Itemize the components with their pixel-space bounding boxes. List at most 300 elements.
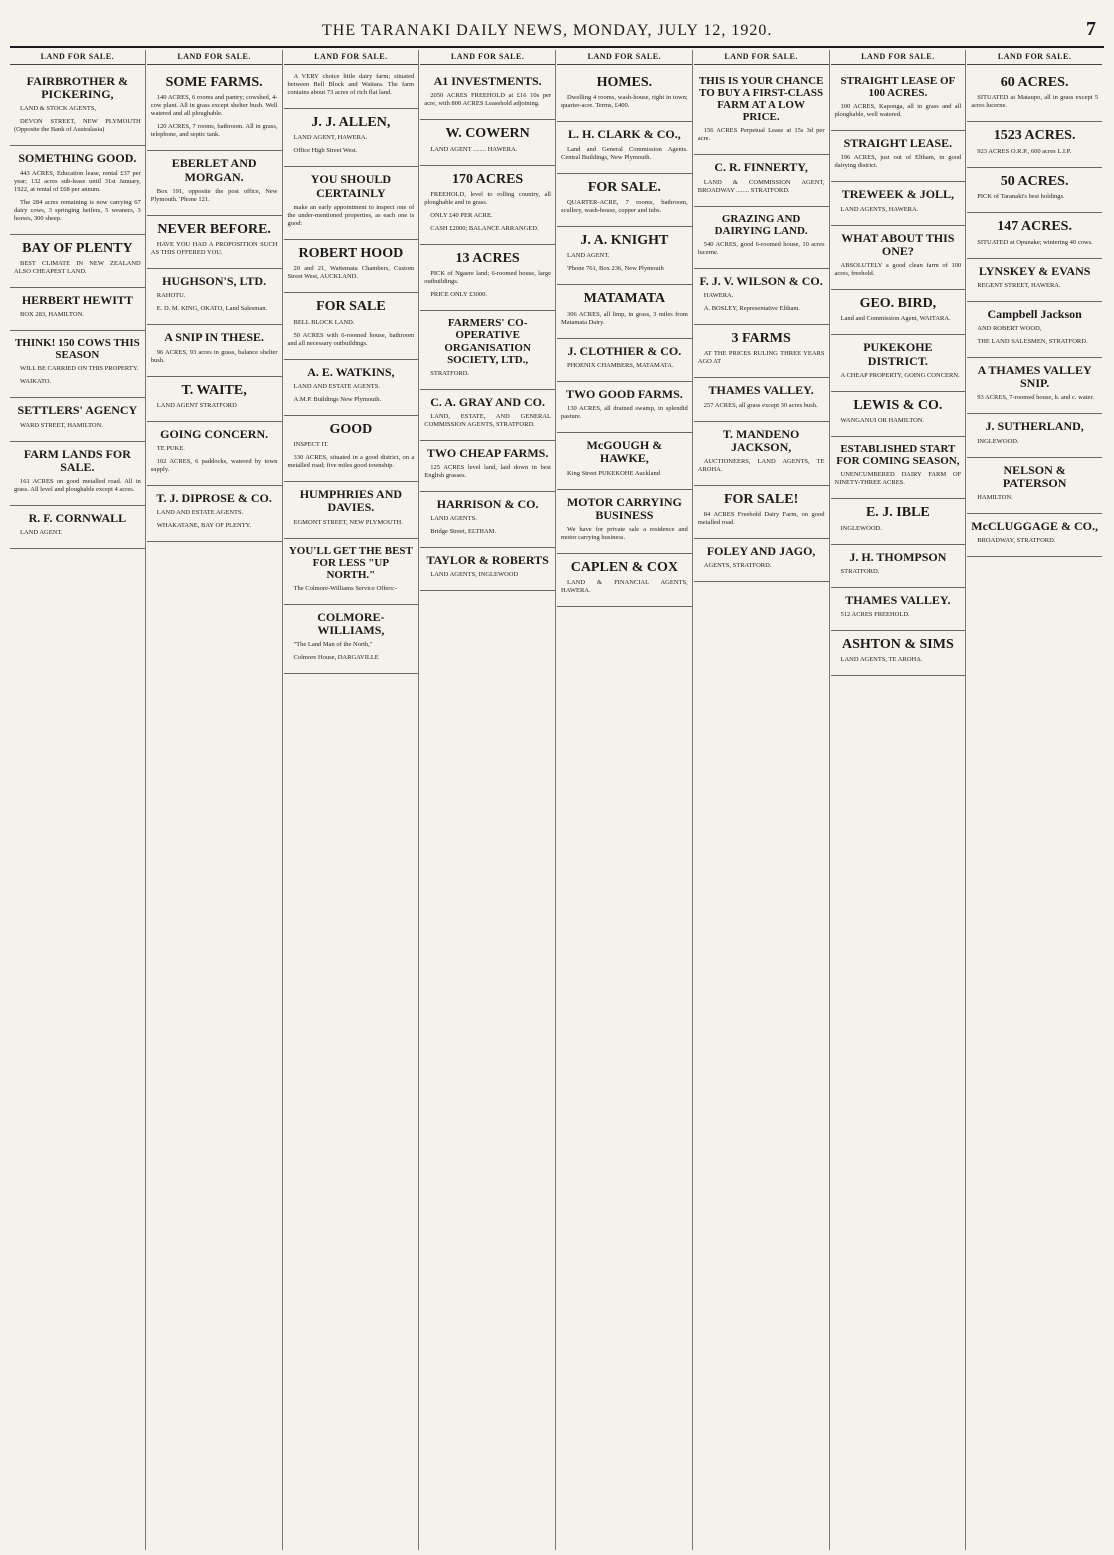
classified-ad [420,120,555,165]
classified-ad [284,416,419,482]
classified-ad [284,539,419,605]
ad-title: 50 ACRES. [1000,173,1069,189]
ad-paragraph: A CHEAP PROPERTY, GOING CONCERN. [840,371,960,379]
newspaper-column [10,50,146,1550]
ad-title: TWO GOOD FARMS. [565,386,683,401]
ad-title: J. CLOTHIER & CO. [567,343,682,358]
ad-body [14,260,141,276]
ad-body [835,568,962,576]
classified-ad [147,486,282,542]
ad-body [835,656,962,664]
ad-body [151,241,278,257]
ad-body [971,325,1098,346]
ad-paragraph: 330 ACRES, situated in a good district, on a metalled road; five miles good township. [287,454,415,470]
ad-body [151,292,278,313]
classified-ad [557,285,692,338]
classified-ad [967,122,1102,167]
classified-ad [967,414,1102,457]
ad-title: SETTLERS' AGENCY [17,403,138,418]
ad-paragraph: A. BOSLEY, Representative Eltham. [703,304,801,312]
ad-paragraph: 512 ACRES FREEHOLD. [840,611,910,619]
ad-body [835,525,962,533]
ad-title: R. F. CORNWALL [28,510,127,525]
masthead [10,18,1104,48]
ad-body [151,188,278,204]
classified-ad [694,155,829,206]
ad-paragraph: LAND & COMMISSION AGENT, BROADWAY ........ STRATFORD. [697,178,825,194]
ad-paragraph: 120 ACRES, 7 rooms, bathroom. All in grass, telephone, and septic tank. [150,123,278,139]
classified-ad [10,69,145,146]
ad-title: McGOUGH & HAWKE, [586,438,663,466]
ad-paragraph: LAND AGENTS, INGLEWOOD [430,571,519,579]
ad-paragraph: FREEHOLD, level to rolling country, all ploughable and in grass. [424,190,551,206]
newspaper-title: THE TARANAKI DAILY NEWS, MONDAY, JULY 12, 1920. [322,22,773,39]
ad-paragraph: 196 ACRES, just out of Eltham, in good dairying district. [834,154,962,170]
ad-title: EBERLET AND MORGAN. [171,156,257,184]
classified-ad [420,390,555,441]
ad-title: LEWIS & CO. [853,397,943,413]
ad-body [14,529,141,537]
classified-ad [557,382,692,433]
ad-paragraph: STRATFORD. [840,567,880,575]
ad-title: Campbell Jackson [987,306,1082,321]
ad-paragraph: EGMONT STREET, NEW PLYMOUTH. [293,518,403,526]
ad-body [698,179,825,195]
ad-paragraph: BEST CLIMATE IN NEW ZEALAND ALSO CHEAPEST LAND. [14,259,141,275]
ad-paragraph: BOX 283, HAMILTON. [20,311,84,319]
classified-ad [831,69,966,131]
ad-title: T. MANDENO JACKSON, [722,426,800,454]
classified-ad [831,392,966,437]
ad-body [424,270,551,299]
classified-ad [420,548,555,591]
ad-body [151,445,278,474]
ad-paragraph: WANGANUI OR HAMILTON. [840,417,925,425]
ad-body [835,103,962,119]
classified-ad [147,69,282,151]
ad-body [288,641,415,662]
classified-ad [284,109,419,167]
ad-title: TAYLOR & ROBERTS [426,553,549,568]
ad-paragraph: Colmore House, DARGAVILLE [293,654,379,662]
ad-title: FOR SALE! [723,491,799,507]
classified-ad [420,69,555,120]
ad-paragraph: CASH £2000; BALANCE ARRANGED. [430,224,539,232]
ad-body [561,311,688,327]
ad-title: COLMORE-WILLIAMS, [317,609,385,637]
ad-paragraph: Bridge Street, ELTHAM. [430,528,497,536]
ad-body [561,362,688,370]
column-heading: LAND FOR SALE. [694,50,829,65]
ad-paragraph: LAND AGENT STRATFORD [156,401,237,409]
classified-ad [147,216,282,269]
ad-paragraph: The Colmore-Williams Service Offers:- [293,584,397,592]
ad-paragraph: WHAKATANE, BAY OF PLENTY. [156,522,252,530]
ad-paragraph: 100 ACRES, Kaponga, all in grass and all ploughable, well watered. [834,103,962,119]
ad-paragraph: THE LAND SALESMEN, STRATFORD. [977,337,1088,345]
ad-title: FAIRBROTHER & PICKERING, [26,74,129,102]
ad-title: GRAZING AND DAIRYING LAND. [714,212,808,237]
ad-paragraph: LAND & FINANCIAL AGENTS, HAWERA. [561,579,688,595]
ad-title: FARMERS' CO-OPERATIVE ORGANISATION SOCIETY, LTD., [444,317,531,366]
ad-title: THAMES VALLEY. [845,592,951,607]
ad-body [835,372,962,380]
column-heading: LAND FOR SALE. [147,50,282,65]
ad-title: J. A. KNIGHT [580,232,669,248]
classified-ad [831,226,966,290]
ad-paragraph: AT THE PRICES RULING THREE YEARS AGO AT [697,350,825,366]
ad-paragraph: 923 ACRES O.R.P., 600 acres L.I.P. [977,147,1072,155]
ad-paragraph: AND ROBERT WOOD, [977,324,1042,332]
ad-title: CAPLEN & COX [570,559,679,575]
ad-body [288,441,415,470]
ad-body [971,394,1098,402]
ad-paragraph: E. D. M. KING, OKATO, Land Salesman. [156,305,268,313]
ad-body [288,383,415,404]
ad-title: GOOD [329,421,373,437]
ad-paragraph: QUARTER-ACRE, 7 rooms, bathroom, scullery, wash-house, copper and tubs. [561,198,688,214]
classified-ad [967,458,1102,514]
ad-title: A1 INVESTMENTS. [433,74,542,88]
classified-ad [420,311,555,389]
ad-title: HARRISON & CO. [436,497,539,512]
ad-body [424,370,551,378]
ad-body [971,537,1098,545]
newspaper-column [694,50,830,1550]
ad-body [835,417,962,425]
ad-body [561,199,688,215]
ad-paragraph: 20 and 21, Waitemata Chambers, Custom Street West, AUCKLAND. [287,265,415,281]
ad-title: TWO CHEAP FARMS. [426,445,549,460]
ad-body [971,438,1098,446]
ad-title: C. R. FINNERTY, [714,160,808,175]
ad-title: McCLUGGAGE & CO., [971,518,1098,533]
ad-body [698,562,825,570]
ad-title: FOR SALE [316,299,386,315]
ad-body [424,464,551,480]
ad-paragraph: AUCTIONEERS, LAND AGENTS, TE AROHA. [697,457,825,473]
ad-title: FOR SALE. [587,179,661,195]
ad-title: SOMETHING GOOD. [18,151,137,166]
ad-paragraph: DEVON STREET, NEW PLYMOUTH (Opposite the Bank of Australasia) [14,118,141,134]
ad-title: STRAIGHT LEASE. [843,136,953,151]
ad-paragraph: A.M.P. Buildings New Plymouth. [293,395,382,403]
ad-body [698,458,825,474]
ad-body [151,94,278,139]
ad-title: J. SUTHERLAND, [985,419,1084,434]
ad-body [698,127,825,143]
ad-paragraph: LAND AGENTS, TE AROHA. [840,656,923,664]
ad-paragraph: 257 ACRES, all grass except 30 acres bush. [703,401,818,409]
ad-paragraph: LAND AGENTS, HAWERA. [840,205,919,213]
ad-paragraph: 306 ACRES, all limp, in grass, 3 miles from Matamata Dairy. [561,310,688,326]
classified-ad [967,358,1102,414]
ad-paragraph: STRATFORD. [430,369,470,377]
ad-body [835,262,962,278]
ad-paragraph: LAND AGENT. [567,252,610,260]
ad-paragraph: LAND AGENT. [20,529,63,537]
ad-paragraph: 102 ACRES, 6 paddocks, watered by town supply. [150,458,278,474]
ad-body [698,350,825,366]
ad-body [14,170,141,223]
ad-title: 147 ACRES. [997,219,1072,235]
classified-ad [284,482,419,538]
ad-body [835,611,962,619]
ad-paragraph: 84 ACRES Freehold Dairy Farm, on good metalled road. [697,511,825,527]
column-heading: LAND FOR SALE. [831,50,966,65]
ad-paragraph: LAND AGENT, HAWERA. [293,134,368,142]
ad-title: NEVER BEFORE. [157,221,271,237]
column-heading: LAND FOR SALE. [420,50,555,65]
ad-body [561,252,688,273]
ad-title: 170 ACRES [452,171,524,187]
ad-body [561,526,688,542]
ad-title: 1523 ACRES. [993,128,1076,144]
ad-title: TREWEEK & JOLL, [841,187,955,202]
ad-body [14,105,141,134]
ad-title: 13 ACRES [455,250,520,266]
ad-body [835,315,962,323]
ad-body [971,148,1098,156]
ad-paragraph: 540 ACRES, good 6-roomed house, 10 acres lucerne. [697,240,825,256]
ad-paragraph: PHOENIX CHAMBERS, MATAMATA. [567,361,674,369]
ad-title: FARM LANDS FOR SALE. [23,446,131,474]
ad-body [151,349,278,365]
classified-ad [831,545,966,588]
ad-paragraph: WILL BE CARRIED ON THIS PROPERTY. [20,365,139,373]
ad-paragraph: Box 191, opposite the post office, New Plymouth. 'Phone 121. [150,187,278,203]
ad-title: STRAIGHT LEASE OF 100 ACRES. [840,75,956,100]
classified-ad [147,325,282,376]
ad-body [288,204,415,228]
ad-body [288,265,415,281]
ad-body [698,292,825,313]
ad-title: THAMES VALLEY. [708,383,814,398]
ad-title: THINK! 150 COWS THIS SEASON [14,337,140,362]
classified-ad [284,69,419,109]
ad-body [835,206,962,214]
ad-title: J. H. THOMPSON [849,549,947,564]
ad-title: E. J. IBLE [865,505,930,521]
ad-title: T. WAITE, [181,382,247,398]
ad-paragraph: INSPECT IT. [293,441,329,449]
ad-paragraph: LAND AGENTS. [430,515,477,523]
ad-title: THIS IS YOUR CHANCE TO BUY A FIRST-CLASS FARM AT A LOW PRICE. [698,75,824,124]
ad-paragraph: Land and General Commission Agents. Central Buildings, New Plymouth. [561,145,688,161]
classified-ad [831,631,966,676]
ad-title: C. A. GRAY AND CO. [430,394,546,409]
ad-paragraph: Dwelling 4 rooms, wash-house, right in town; quarter-acre. Terms, £400. [561,94,688,110]
classified-ad [694,486,829,539]
ad-title: ASHTON & SIMS [841,637,954,653]
ad-paragraph: LAND & STOCK AGENTS, [20,105,97,113]
classified-ad [694,539,829,582]
ad-body [288,134,415,155]
ad-body [698,241,825,257]
ad-title: A SNIP IN THESE. [164,330,265,345]
classified-ad [831,499,966,544]
ad-title: FOLEY AND JAGO, [706,544,816,559]
ad-paragraph: PICK of Taranaki's best holdings. [977,193,1065,201]
column-heading: LAND FOR SALE. [10,50,145,65]
ad-body [698,402,825,410]
ad-title: T. J. DIPROSE & CO. [156,491,272,506]
classified-ad [831,437,966,499]
ad-paragraph: LAND AND ESTATE AGENTS. [156,509,244,517]
ad-body [424,92,551,108]
classified-ad [147,422,282,486]
ad-body [561,405,688,421]
ad-title: MATAMATA [583,291,666,307]
ad-paragraph: King Street PUKEKOHE Auckland [567,469,660,477]
classified-ad [284,240,419,293]
classified-ad [694,207,829,269]
ad-body [424,515,551,536]
classified-ad [147,151,282,215]
ad-title: NELSON & PATERSON [1002,462,1067,490]
classified-ad [10,506,145,549]
classified-ad [967,69,1102,122]
ad-body [561,579,688,595]
classified-ad [694,69,829,155]
ad-title: MOTOR CARRYING BUSINESS [566,494,682,522]
ad-paragraph: 50 ACRES with 6-roomed house, bathroom and all necessary outbuildings. [287,331,415,347]
classified-ad [557,227,692,285]
ad-paragraph: WARD STREET, HAMILTON. [20,421,103,429]
classified-ad [557,69,692,122]
ad-paragraph: 93 ACRES, 7-roomed house, h. and c. water. [977,394,1094,402]
ad-title: HUMPHRIES AND DAVIES. [299,487,403,515]
ad-title: ROBERT HOOD [298,245,404,261]
ad-title: YOU SHOULD CERTAINLY [310,172,392,200]
classified-ad [831,335,966,391]
newspaper-column [557,50,693,1550]
ad-body [14,422,141,430]
ad-paragraph: INGLEWOOD. [840,524,882,532]
ad-title: HERBERT HEWITT [21,292,133,307]
ad-title: ESTABLISHED START FOR COMING SEASON, [836,443,960,468]
ad-body [698,511,825,527]
ad-paragraph: ONLY £40 PER ACRE. [430,211,493,219]
ad-body [151,402,278,410]
classified-ad [10,235,145,288]
ad-body [971,494,1098,502]
classified-ad [284,167,419,239]
ad-title: GOING CONCERN. [160,426,269,441]
ad-title: GEO. BIRD, [859,295,937,311]
ad-paragraph: We have for private sale a residence and motor carrying business. [561,525,688,541]
ad-paragraph: make an early appointment to inspect one of the under-mentioned properties, as each one is good: [287,203,415,227]
ad-title: A THAMES VALLEY SNIP. [977,362,1092,391]
ad-title: J. J. ALLEN, [311,115,391,130]
ad-paragraph: RAHOTU. [156,292,186,300]
newspaper-column [967,50,1102,1550]
ad-paragraph: SITUATED at Mataupo, all in grass except 5 acres lucerne. [971,94,1098,110]
newspaper-column [831,50,967,1550]
classified-ad [694,325,829,378]
ad-paragraph: INGLEWOOD. [977,437,1019,445]
classified-ad [284,605,419,674]
classified-ad [694,378,829,421]
ad-body [288,585,415,593]
ad-paragraph: REGENT STREET, HAWERA. [977,281,1061,289]
newspaper-column [284,50,420,1550]
ad-paragraph: UNENCUMBERED DAIRY FARM OF NINETY-THREE ACRES. [834,471,962,487]
newspaper-column [147,50,283,1550]
ad-title: LYNSKEY & EVANS [978,263,1091,278]
ad-paragraph: WAIKATO. [20,378,52,386]
ad-title: A. E. WATKINS, [307,364,395,379]
ad-paragraph: Office High Street West. [293,147,358,155]
newspaper-column [420,50,556,1550]
classified-ad [557,490,692,554]
ad-body [14,478,141,494]
classified-ad [831,131,966,182]
ad-paragraph: 140 ACRES, 6 rooms and pantry; cowshed, 4-cow plant. All in grass except shelter bush. Well watered and all ploughable. [150,94,278,118]
classified-ad [284,293,419,359]
classified-ad [557,554,692,607]
column-heading: LAND FOR SALE. [284,50,419,65]
ad-title: BAY OF PLENTY [22,240,133,256]
ad-paragraph: The 284 acres remaining is now carrying 67 dairy cows, 3 springing heifers, 5 weaners, 3 horses, 300 sheep. [14,198,141,222]
classified-ad [557,339,692,382]
ad-body [424,146,551,154]
ad-paragraph: LAND AGENT ........ HAWERA. [430,145,518,153]
ad-paragraph: HAVE YOU HAD A PROPOSITION SUCH AS THIS OFFERED YOU. [150,241,278,257]
ad-paragraph: TE PUKE. [156,445,185,453]
classified-ad [831,290,966,335]
classified-ad [10,442,145,506]
ad-title: WHAT ABOUT THIS ONE? [841,230,955,258]
ad-body [971,193,1098,201]
ad-body [14,311,141,319]
column-heading: LAND FOR SALE. [967,50,1102,65]
ad-paragraph: ABSOLUTELY a good clean farm of 100 acres, freehold. [834,261,962,277]
ad-title: HUGHSON'S, LTD. [162,274,267,289]
ad-body [288,73,415,97]
classified-ad [10,288,145,331]
ad-paragraph: 'Phone 761, Box 236, New Plymouth [567,265,664,273]
ad-paragraph: SITUATED at Opunake; wintering 40 cows. [977,238,1093,246]
ad-paragraph: HAWERA. [703,291,734,299]
classified-ad [967,213,1102,258]
ad-title: HOMES. [596,75,653,90]
classified-ad [694,422,829,486]
ad-paragraph: LAND AND ESTATE AGENTS. [293,382,381,390]
ad-paragraph: AGENTS, STRATFORD. [703,562,772,570]
ad-title: PUKEKOHE DISTRICT. [863,340,933,368]
ad-paragraph: A VERY choice little dairy farm; situated between Bell Block and Waitara. The farm contains about 73 acres of rich flat land. [287,73,415,96]
classified-ad [420,441,555,492]
ad-body [424,413,551,429]
classified-ad [831,588,966,631]
ad-body [971,282,1098,290]
ad-title: 3 FARMS [731,330,791,346]
ad-body [835,154,962,170]
classified-ad [831,182,966,225]
ad-paragraph: 96 ACRES, 93 acres in grass, balance shelter bush. [150,348,278,364]
ad-paragraph: 2050 ACRES FREEHOLD at £16 10s per acre, with 800 ACRES Leasehold adjoining. [424,92,551,108]
ad-paragraph: 161 ACRES on good metalled road. All in grass. All level and ploughable except 4 acres. [14,477,141,493]
classified-ad [967,259,1102,302]
classified-ad [967,302,1102,358]
ad-title: F. J. V. WILSON & CO. [699,273,823,288]
classified-ad [557,122,692,173]
ad-body [288,319,415,348]
ad-body [14,365,141,386]
ad-paragraph: 130 ACRES, all drained swamp, in splendid pasture. [561,405,688,421]
ad-title: SOME FARMS. [165,75,263,90]
